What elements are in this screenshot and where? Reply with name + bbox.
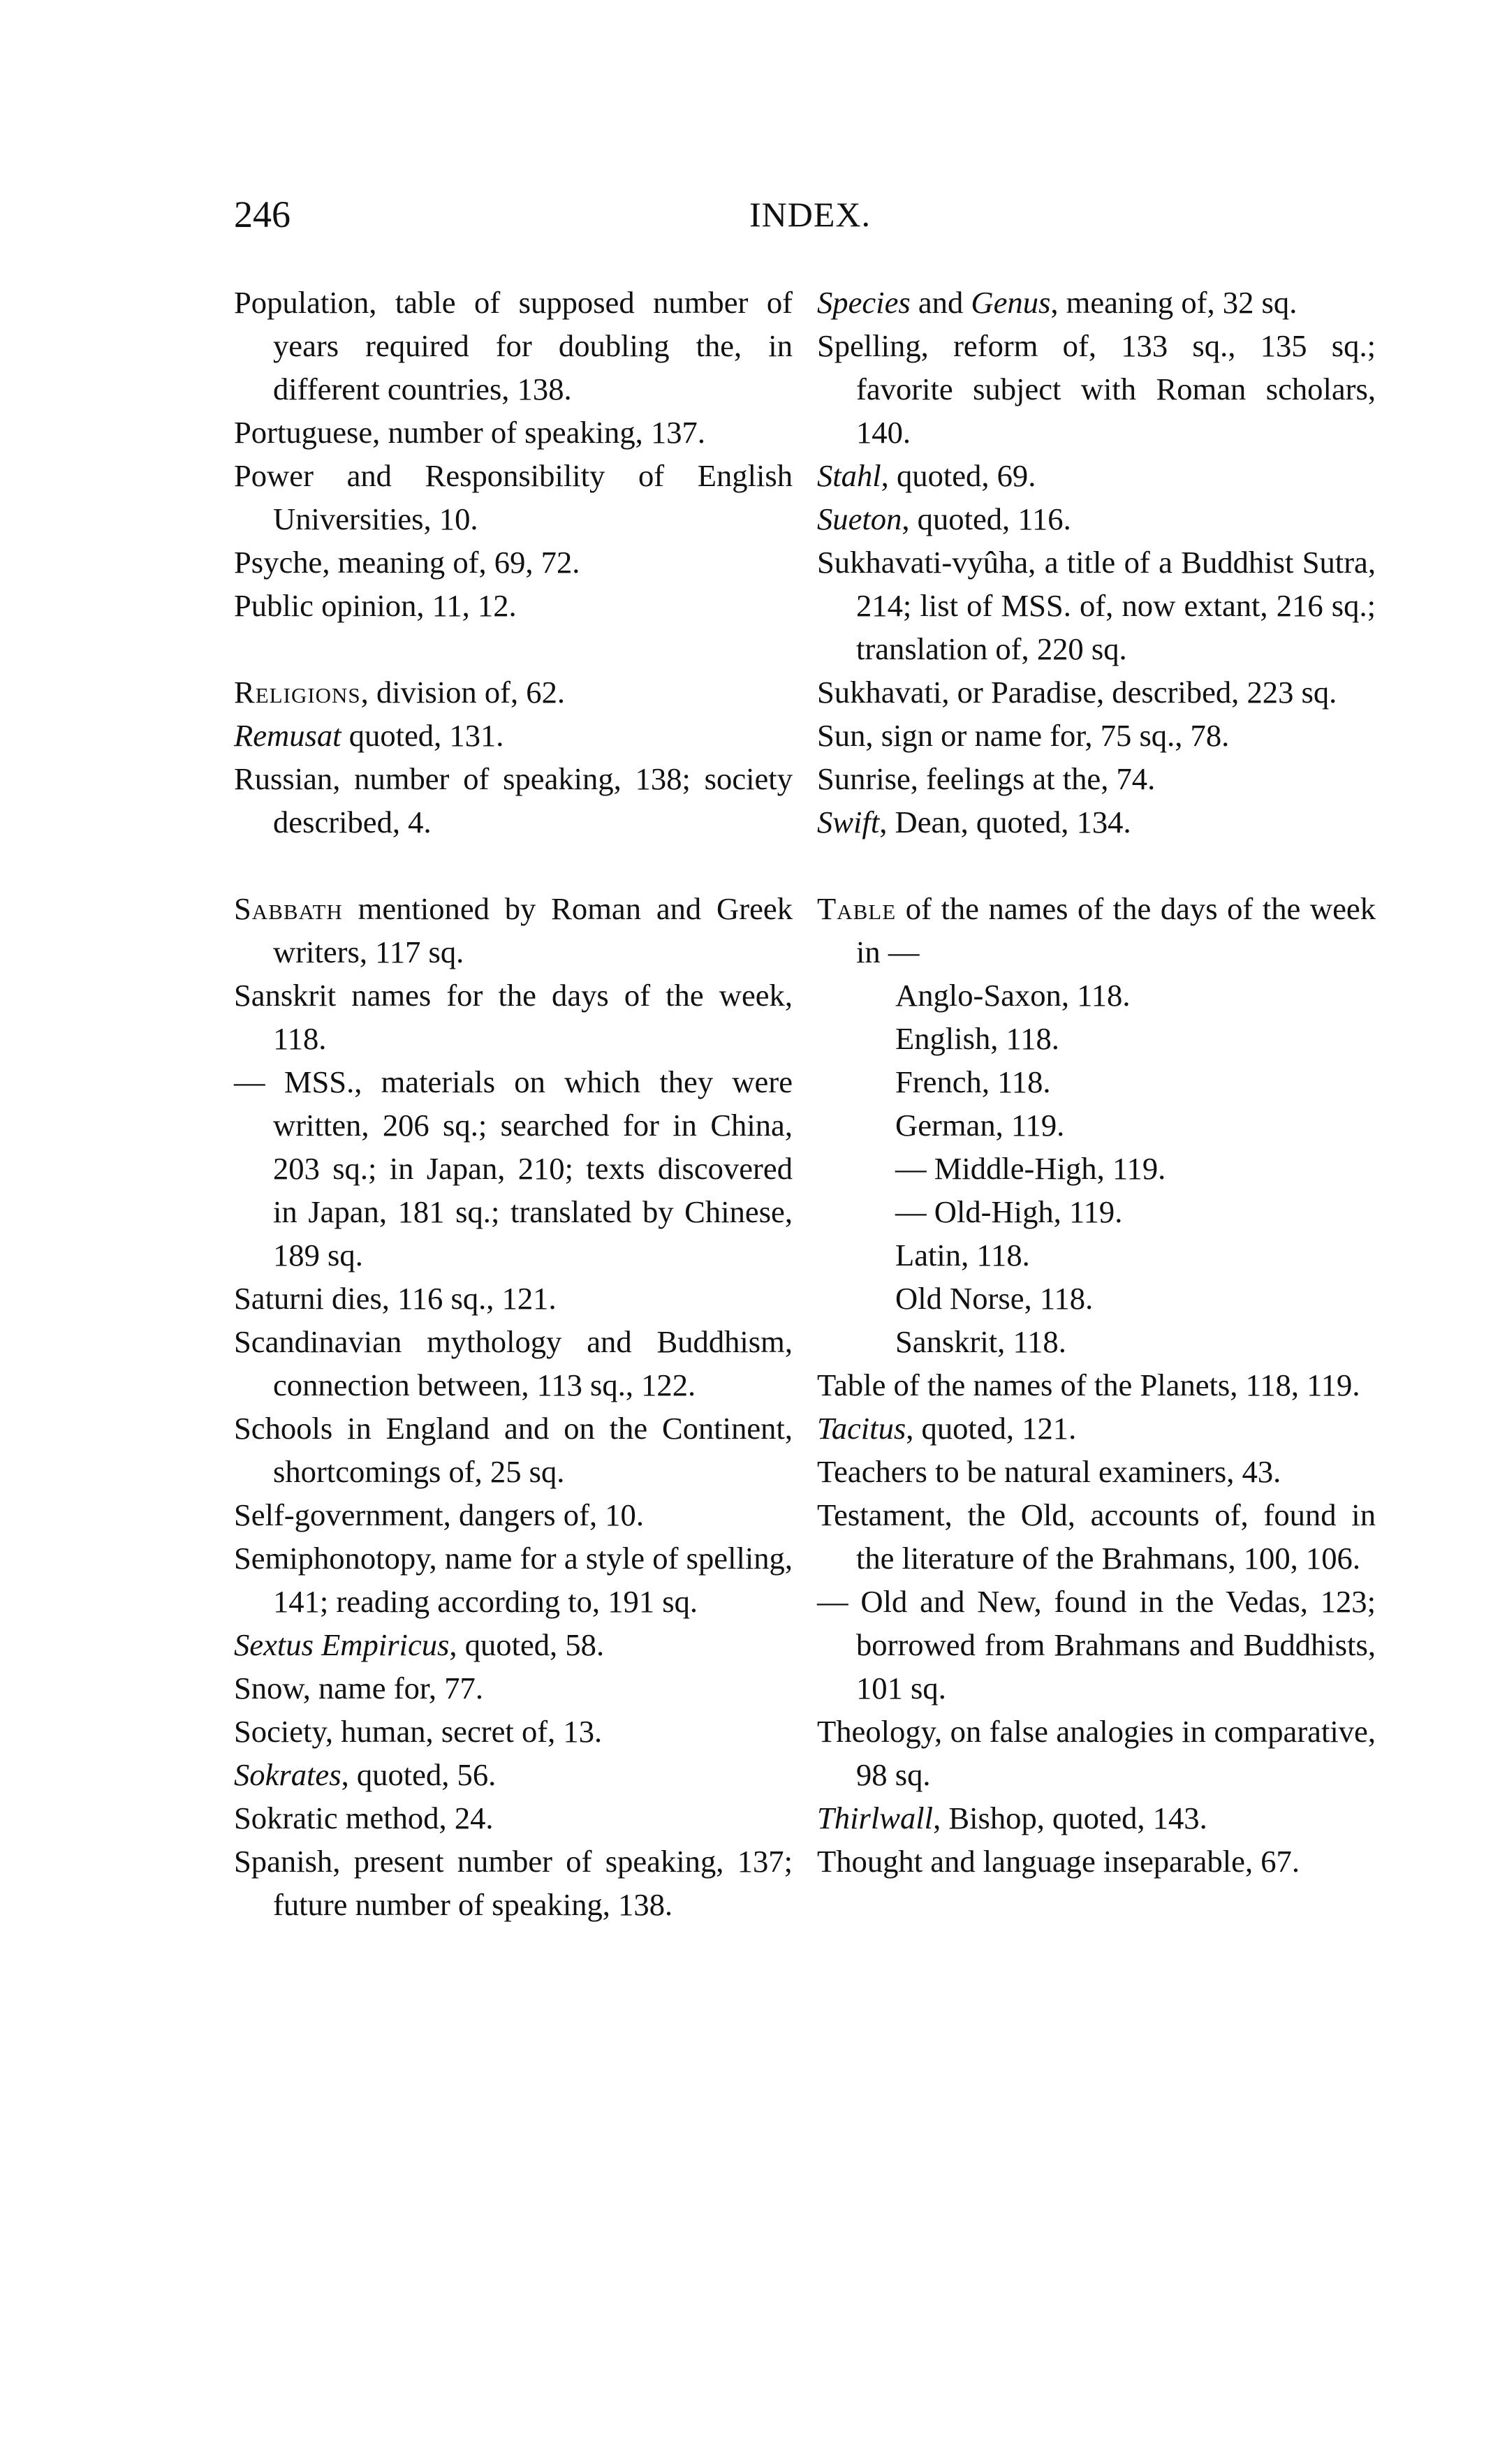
right-column [817, 281, 1376, 1883]
entry-headword: Remusat [234, 718, 341, 753]
index-entry: Scandinavian mythology and Buddhism, connection between, 113 sq., 122. [234, 1324, 793, 1402]
index-entry [817, 800, 1376, 844]
sub-entry: German, 119. [895, 1108, 1065, 1143]
entry-headword: Species [817, 285, 911, 320]
page-number: 246 [234, 193, 291, 235]
sub-entry: English, 118. [895, 1021, 1059, 1056]
entry-headword: Religions [234, 675, 361, 710]
index-entry: Schools in England and on the Continent, shortcomings of, 25 sq. [234, 1411, 793, 1489]
index-entry: Psyche, meaning of, 69, 72. [234, 545, 580, 580]
index-entry: Spanish, present number of speaking, 137; future number of speaking, 138. [234, 1844, 793, 1922]
sub-entry: — Old-High, 119. [895, 1194, 1123, 1229]
page-header [234, 183, 1386, 246]
index-entry: Thought and language inseparable, 67. [817, 1844, 1300, 1879]
index-entry: Teachers to be natural examiners, 43. [817, 1454, 1281, 1489]
entry-headword: Tacitus [817, 1411, 906, 1446]
index-entry: — MSS., materials on which they were written, 206 sq.; searched for in China, 203 sq.; in Japan, 210; texts discovered in Japan, 181 sq.; translated by Chinese, 189 sq. [234, 1064, 793, 1273]
index-entry [817, 1407, 1376, 1450]
entry-headword: Thirlwall [817, 1801, 934, 1835]
index-entry [234, 670, 793, 714]
index-entry: Portuguese, number of speaking, 137. [234, 415, 705, 450]
index-entry: Self-government, dangers of, 10. [234, 1497, 644, 1532]
entry-text: , meaning of, 32 sq. [1050, 285, 1298, 320]
entry-headword: Sabbath [234, 891, 343, 926]
entry-text: , Dean, quoted, 134. [879, 805, 1131, 839]
index-entry [817, 281, 1376, 324]
index-entry: Testament, the Old, accounts of, found in the literature of the Brahmans, 100, 106. [817, 1497, 1376, 1576]
index-entry: Sokratic method, 24. [234, 1801, 494, 1835]
index-entry: Sanskrit names for the days of the week, 118. [234, 978, 793, 1056]
entry-text: and [910, 285, 971, 320]
sub-entry: Sanskrit, 118. [895, 1324, 1066, 1359]
entry-headword: Table [817, 891, 897, 926]
sub-entry: — Middle-High, 119. [895, 1151, 1166, 1186]
index-entry: Table of the names of the Planets, 118, 119. [817, 1367, 1360, 1402]
sub-entry: Latin, 118. [895, 1238, 1030, 1273]
index-entry: Sukhavati-vyûha, a title of a Buddhist Sutra, 214; list of MSS. of, now extant, 216 sq.; translation of, 220 sq. [817, 545, 1376, 666]
entry-headword: Sokrates [234, 1757, 341, 1792]
section-gap [234, 844, 793, 887]
entry-text: , quoted, 116. [902, 501, 1071, 536]
index-entry: Sukhavati, or Paradise, described, 223 sq. [817, 675, 1337, 710]
index-entry: Semiphonotopy, name for a style of spelling, 141; reading according to, 191 sq. [234, 1541, 793, 1619]
index-entry: Sun, sign or name for, 75 sq., 78. [817, 718, 1230, 753]
index-entry: Power and Responsibility of English Universities, 10. [234, 458, 793, 536]
entry-headword: Sextus Empiricus [234, 1627, 450, 1662]
index-entry: — Old and New, found in the Vedas, 123; borrowed from Brahmans and Buddhists, 101 sq. [817, 1584, 1376, 1706]
entry-text: , Bishop, quoted, 143. [933, 1801, 1207, 1835]
index-entry [817, 887, 1376, 974]
sub-entry: Old Norse, 118. [895, 1281, 1094, 1316]
sub-entry: French, 118. [895, 1064, 1051, 1099]
entry-headword: Genus [971, 285, 1051, 320]
left-column [234, 281, 793, 1926]
index-entry [817, 454, 1376, 497]
index-entry: Population, table of supposed number of years required for doubling the, in different countries, 138. [234, 285, 793, 406]
entry-text: , quoted, 121. [906, 1411, 1077, 1446]
index-entry: Theology, on false analogies in comparative, 98 sq. [817, 1714, 1376, 1792]
entry-headword: Sueton [817, 501, 902, 536]
index-entry [234, 1623, 793, 1666]
entry-text: of the names of the days of the week in — [856, 891, 1376, 969]
index-entry: Spelling, reform of, 133 sq., 135 sq.; favorite subject with Roman scholars, 140. [817, 328, 1376, 450]
sub-entry: Anglo-Saxon, 118. [895, 978, 1131, 1013]
running-title: INDEX. [749, 195, 872, 234]
entry-headword: Stahl [817, 458, 881, 493]
index-entry: Public opinion, 11, 12. [234, 588, 517, 623]
index-entry [234, 1753, 793, 1796]
section-gap [234, 627, 793, 670]
entry-headword: Swift [817, 805, 880, 839]
index-entry [817, 497, 1376, 541]
entry-text: mentioned by Roman and Greek writers, 117 sq. [273, 891, 793, 969]
entry-text: , division of, 62. [360, 675, 566, 710]
entry-text: quoted, 131. [341, 718, 504, 753]
entry-text: , quoted, 69. [881, 458, 1036, 493]
entry-text: , quoted, 56. [341, 1757, 497, 1792]
index-entry [817, 1796, 1376, 1840]
index-entry: Russian, number of speaking, 138; society described, 4. [234, 761, 793, 839]
index-entry: Sunrise, feelings at the, 74. [817, 761, 1156, 796]
section-gap [817, 844, 1376, 887]
index-entry: Saturni dies, 116 sq., 121. [234, 1281, 557, 1316]
entry-text: , quoted, 58. [449, 1627, 605, 1662]
index-entry: Snow, name for, 77. [234, 1671, 483, 1706]
index-entry [234, 714, 793, 757]
index-entry: Society, human, secret of, 13. [234, 1714, 603, 1749]
index-entry [234, 887, 793, 974]
